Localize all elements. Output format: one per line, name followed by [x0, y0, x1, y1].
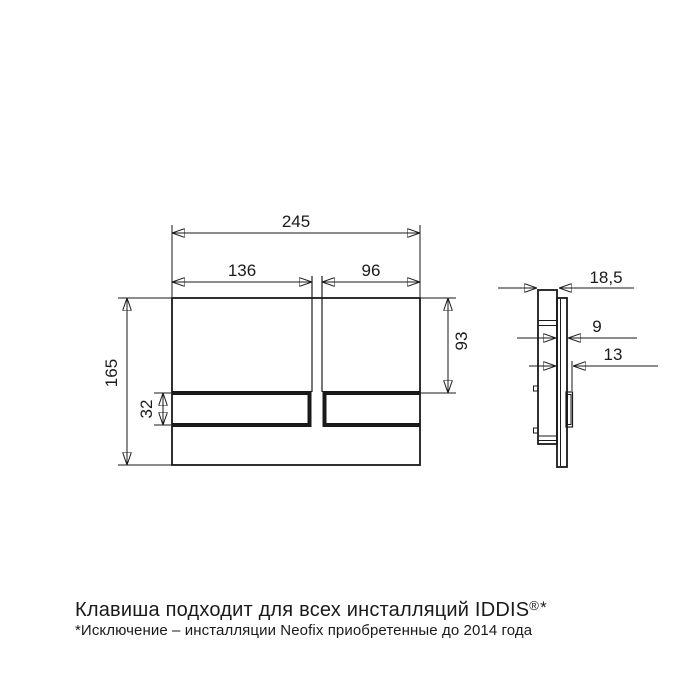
- dim-top-to-button: [420, 298, 471, 393]
- front-view: [102, 212, 471, 465]
- left-button: [173, 393, 310, 425]
- right-button: [325, 393, 420, 425]
- dim-label-left-button-width: 136: [227, 261, 257, 280]
- dim-label-plate-thickness: 9: [592, 317, 602, 336]
- dim-left-button-width: [172, 261, 312, 282]
- caption-title: [75, 593, 547, 623]
- dim-label-top-to-button: 93: [452, 331, 471, 351]
- side-view: [498, 268, 658, 467]
- dim-button-height: [137, 393, 171, 425]
- plate-outline: [172, 298, 420, 465]
- dim-label-button-height: 32: [137, 399, 156, 419]
- dim-overall-height: [102, 298, 172, 465]
- caption-footnote: *Исключение – инсталляции Neofix приобретенные до 2014 года: [75, 622, 533, 639]
- registered-trademark-symbol: ®: [529, 598, 540, 613]
- plate-profile: [557, 298, 567, 467]
- dim-label-right-button-width: 96: [361, 261, 381, 280]
- dim-label-button-depth: 13: [603, 345, 623, 364]
- dim-plate-thickness: [517, 317, 637, 338]
- dim-label-overall-width: 245: [281, 212, 311, 231]
- dim-button-depth: [529, 345, 658, 391]
- dim-label-overall-depth: 18,5: [589, 268, 623, 287]
- dim-overall-width: [172, 212, 420, 297]
- dim-label-overall-height: 165: [102, 358, 121, 388]
- frame-profile: [538, 290, 557, 444]
- button-profile-inner: [568, 395, 572, 425]
- dim-right-button-width: [322, 261, 420, 282]
- dim-overall-depth: [498, 268, 634, 288]
- footnote-asterisk: *: [540, 598, 547, 617]
- caption-title-text: Клавиша подходит для всех инсталляций IDDIS: [75, 599, 530, 621]
